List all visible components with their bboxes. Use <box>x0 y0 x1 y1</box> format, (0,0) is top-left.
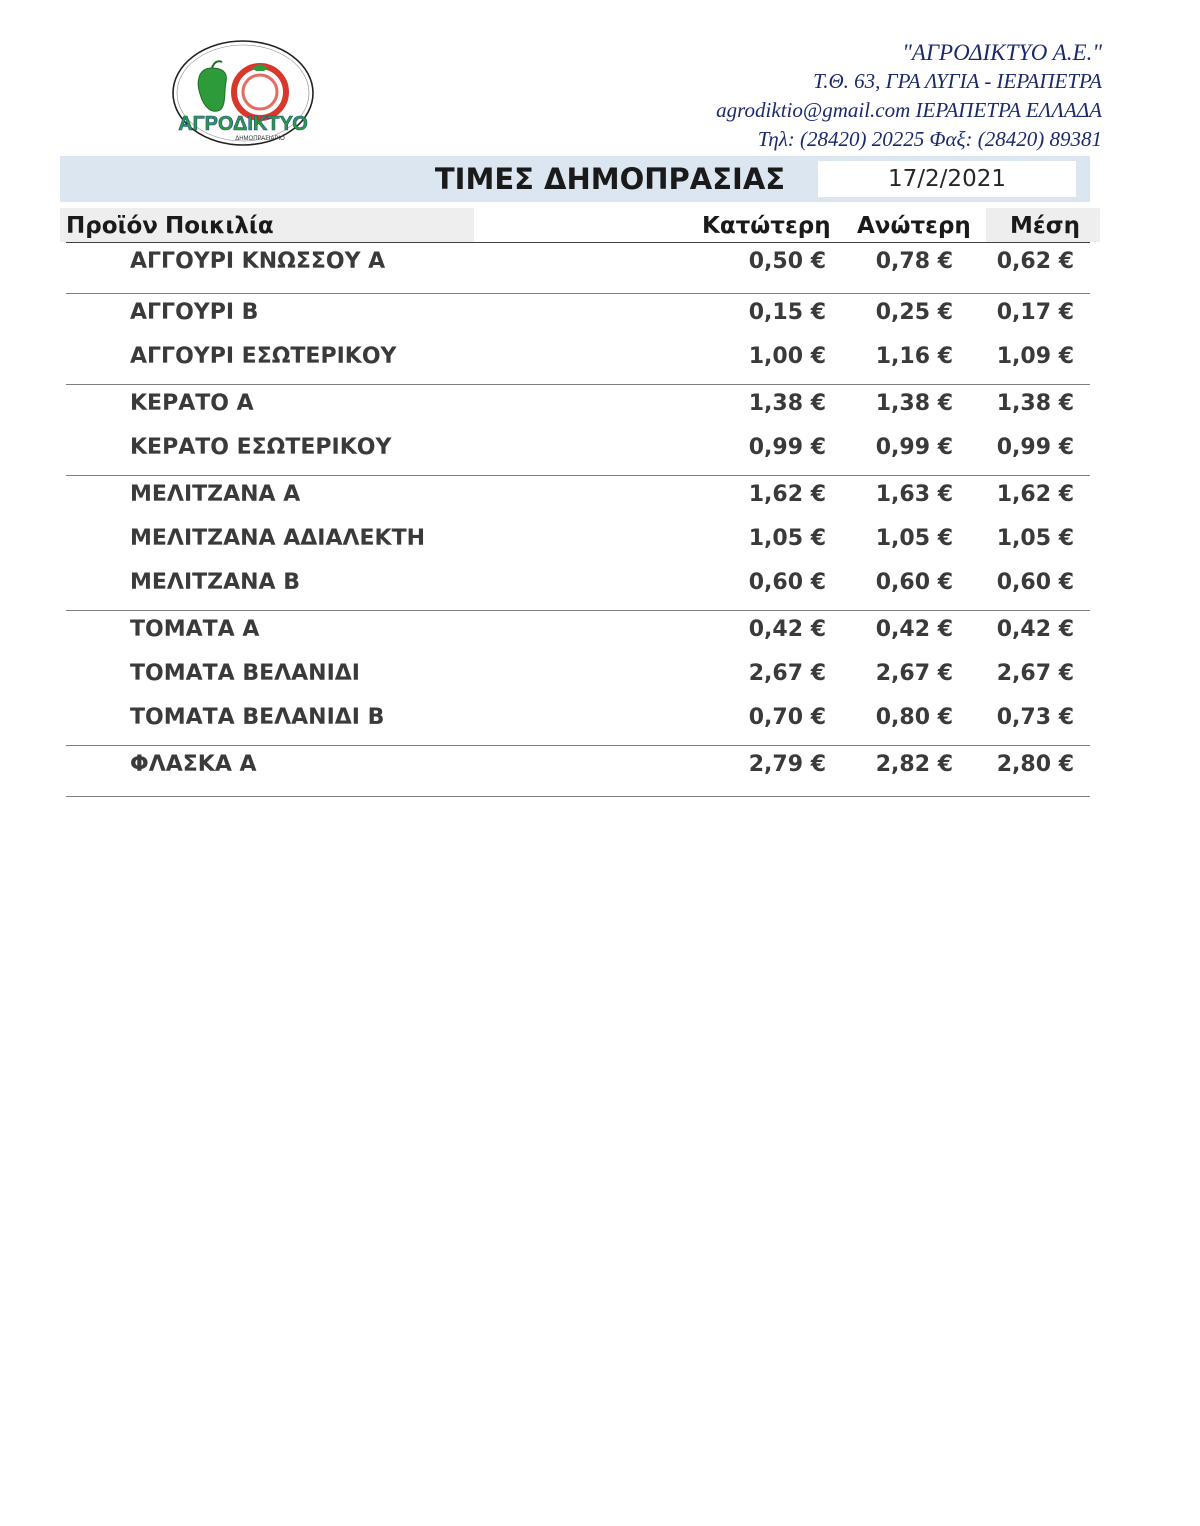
high-price-cell: 0,99 € <box>875 435 953 460</box>
table-row <box>66 338 1090 382</box>
auction-date: 17/2/2021 <box>818 161 1076 197</box>
high-price-cell: 0,78 € <box>875 249 953 274</box>
company-info <box>716 38 1102 154</box>
low-price-cell: 0,15 € <box>748 300 826 325</box>
variety-cell: ΑΓΓΟΥΡΙ ΕΣΩΤΕΡΙΚΟΥ <box>130 344 397 369</box>
product-group <box>66 294 1090 385</box>
product-group <box>66 385 1090 476</box>
variety-cell: ΦΛΑΣΚΑ Α <box>130 752 257 777</box>
low-price-cell: 0,50 € <box>748 249 826 274</box>
high-price-cell: 2,67 € <box>875 661 953 686</box>
avg-price-cell: 0,99 € <box>996 435 1074 460</box>
company-name: "ΑΓΡΟΔΙΚΤΥΟ Α.Ε." <box>902 40 1102 65</box>
variety-cell: ΑΓΓΟΥΡΙ ΚΝΩΣΣΟΥ Α <box>130 249 386 274</box>
low-price-cell: 0,70 € <box>748 705 826 730</box>
low-price-cell: 1,62 € <box>748 482 826 507</box>
low-price-cell: 1,38 € <box>748 391 826 416</box>
company-logo <box>160 38 326 150</box>
high-price-cell: 0,80 € <box>875 705 953 730</box>
low-price-cell: 0,99 € <box>748 435 826 460</box>
column-header-variety: Ποικιλία <box>165 213 274 239</box>
table-row <box>66 294 1090 338</box>
table-row <box>66 611 1090 655</box>
low-price-cell: 1,05 € <box>748 526 826 551</box>
low-price-cell: 2,67 € <box>748 661 826 686</box>
variety-cell: ΤΟΜΑΤΑ ΒΕΛΑΝΙΔΙ <box>130 661 360 686</box>
table-row <box>66 520 1090 564</box>
avg-price-cell: 0,17 € <box>996 300 1074 325</box>
product-group <box>66 243 1090 294</box>
company-address: Τ.Θ. 63, ΓΡΑ ΛΥΓΙΑ - ΙΕΡΑΠΕΤΡΑ <box>813 69 1102 93</box>
avg-price-cell: 0,62 € <box>996 249 1074 274</box>
column-header-high: Ανώτερη <box>857 213 971 239</box>
high-price-cell: 0,60 € <box>875 570 953 595</box>
variety-cell: ΜΕΛΙΤΖΑΝΑ ΑΔΙΑΛΕΚΤΗ <box>130 526 426 551</box>
high-price-cell: 1,63 € <box>875 482 953 507</box>
low-price-cell: 2,79 € <box>748 752 826 777</box>
table-row <box>66 385 1090 429</box>
variety-cell: ΚΕΡΑΤΟ Α <box>130 391 254 416</box>
table-row <box>66 564 1090 608</box>
avg-price-cell: 1,05 € <box>996 526 1074 551</box>
table-row <box>66 655 1090 699</box>
avg-price-cell: 1,38 € <box>996 391 1074 416</box>
high-price-cell: 0,25 € <box>875 300 953 325</box>
variety-cell: ΤΟΜΑΤΑ Α <box>130 617 260 642</box>
high-price-cell: 2,82 € <box>875 752 953 777</box>
table-row <box>66 476 1090 520</box>
avg-price-cell: 1,62 € <box>996 482 1074 507</box>
variety-cell: ΜΕΛΙΤΖΑΝΑ Α <box>130 482 301 507</box>
variety-cell: ΑΓΓΟΥΡΙ Β <box>130 300 259 325</box>
variety-cell: ΚΕΡΑΤΟ ΕΣΩΤΕΡΙΚΟΥ <box>130 435 392 460</box>
avg-price-cell: 2,80 € <box>996 752 1074 777</box>
low-price-cell: 0,60 € <box>748 570 826 595</box>
page-title: ΤΙΜΕΣ ΔΗΜΟΠΡΑΣΙΑΣ <box>434 162 786 196</box>
avg-price-cell: 1,09 € <box>996 344 1074 369</box>
title-bar <box>60 156 1090 202</box>
low-price-cell: 1,00 € <box>748 344 826 369</box>
high-price-cell: 0,42 € <box>875 617 953 642</box>
variety-cell: ΤΟΜΑΤΑ ΒΕΛΑΝΙΔΙ Β <box>130 705 385 730</box>
product-group <box>66 746 1090 797</box>
logo-text: ΑΓΡΟΔΙΚΤΥΟ <box>178 113 308 135</box>
column-header-product: Προϊόν <box>66 213 158 239</box>
table-row <box>66 746 1090 790</box>
avg-price-cell: 0,73 € <box>996 705 1074 730</box>
product-group <box>66 476 1090 611</box>
price-table <box>66 243 1090 797</box>
avg-price-cell: 0,60 € <box>996 570 1074 595</box>
low-price-cell: 0,42 € <box>748 617 826 642</box>
avg-price-cell: 2,67 € <box>996 661 1074 686</box>
high-price-cell: 1,05 € <box>875 526 953 551</box>
table-row <box>66 699 1090 743</box>
column-header-low: Κατώτερη <box>702 213 831 239</box>
table-row <box>66 243 1090 287</box>
variety-cell: ΜΕΛΙΤΖΑΝΑ Β <box>130 570 300 595</box>
high-price-cell: 1,38 € <box>875 391 953 416</box>
high-price-cell: 1,16 € <box>875 344 953 369</box>
logo-subtext: ΔΗΜΟΠΡΑΣΙΑΡΙΟ <box>235 136 285 142</box>
table-row <box>66 429 1090 473</box>
company-email-line: agrodiktio@gmail.com ΙΕΡΑΠΕΤΡΑ ΕΛΛΑΔΑ <box>716 98 1102 122</box>
column-header-avg: Μέση <box>1010 213 1080 239</box>
logo-graphic <box>160 38 326 150</box>
product-group <box>66 611 1090 746</box>
avg-price-cell: 0,42 € <box>996 617 1074 642</box>
company-phone-line: Τηλ: (28420) 20225 Φαξ: (28420) 89381 <box>757 127 1102 151</box>
